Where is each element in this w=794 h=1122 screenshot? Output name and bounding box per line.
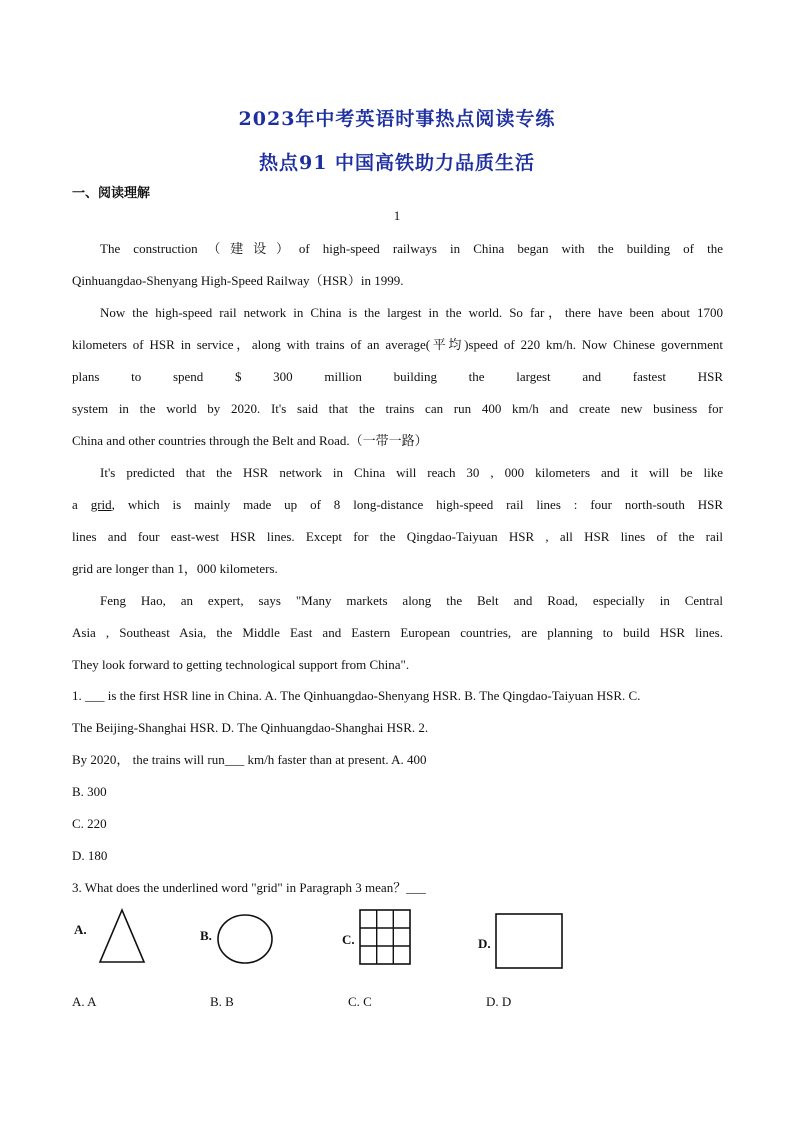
question-line: By 2020， the trains will run___ km/h faster than at present. A. 400	[72, 752, 427, 767]
grid-comma: ,	[111, 497, 115, 512]
question-line: 1. ___ is the first HSR line in China. A. The Qinhuangdao-Shenyang HSR. B. The Qingdao-Taiyuan HSR. C.	[72, 688, 641, 703]
figure-a	[74, 906, 154, 970]
figure-d-label: D.	[478, 936, 491, 951]
passage-line: The construction（建设）of high-speed railways in China began with the building of the	[100, 241, 723, 256]
figure-b	[200, 912, 280, 968]
answer-option-b: B. B	[210, 994, 234, 1009]
question-line: D. 180	[72, 848, 108, 863]
question-line: The Beijing-Shanghai HSR. D. The Qinhuangdao-Shanghai HSR. 2.	[72, 720, 429, 735]
passage-line: lines and four east-west HSR lines. Except for the Qingdao-Taiyuan HSR , all HSR lines of the rail	[72, 529, 723, 544]
figure-a-label: A.	[74, 922, 87, 937]
question-line: B. 300	[72, 784, 107, 799]
passage-line: Qinhuangdao-Shenyang High-Speed Railway（HSR）in 1999.	[72, 273, 404, 288]
passage-line: Feng Hao, an expert, says "Many markets along the Belt and Road, especially in Central	[100, 593, 723, 608]
grid-line-rest: which is mainly made up of 8 long-distance high-speed rail lines : four north-south HSR	[127, 497, 724, 512]
passage-line: plans to spend $ 300 million building the largest and fastest HSR	[72, 369, 723, 384]
figure-c-label: C.	[342, 932, 355, 947]
answer-option-c: C. C	[348, 994, 372, 1009]
grid-shape	[358, 908, 414, 968]
title-line-2: 热点91 中国高铁助力品质生活	[258, 152, 536, 174]
figure-b-label: B.	[200, 928, 212, 943]
triangle-shape	[96, 906, 148, 966]
figure-c	[342, 908, 422, 970]
answer-option-d: D. D	[486, 994, 512, 1009]
passage-line: Now the high-speed rail network in China is the largest in the world. So far，there have been about 1700	[100, 305, 723, 320]
passage-line-grid	[72, 497, 723, 513]
grid-word: grid	[90, 497, 112, 512]
passage-line: kilometers of HSR in service，along with trains of an average(平均)speed of 220 km/h. Now Chinese government	[72, 337, 723, 352]
passage-line: China and other countries through the Belt and Road.（一带一路）	[72, 433, 428, 448]
passage-line: Asia , Southeast Asia, the Middle East and Eastern European countries, are planning to build HSR lines.	[72, 625, 723, 640]
question-line: C. 220	[72, 816, 107, 831]
passage-number: 1	[393, 208, 401, 223]
line-prefix: a	[72, 497, 78, 512]
passage-line: system in the world by 2020. It's said that the trains can run 400 km/h and create new business for	[72, 401, 723, 416]
answer-option-a: A. A	[72, 994, 97, 1009]
title-line-1: 2023年中考英语时事热点阅读专练	[238, 108, 556, 130]
figure-d	[478, 912, 568, 972]
passage-line: grid are longer than 1，000 kilometers.	[72, 561, 278, 576]
passage-line: They look forward to getting technological support from China".	[72, 657, 410, 672]
question-line: 3. What does the underlined word "grid" in Paragraph 3 mean？___	[72, 880, 426, 895]
rectangle-shape	[494, 912, 566, 972]
passage-line: It's predicted that the HSR network in China will reach 30 , 000 kilometers and it will be like	[100, 465, 723, 480]
section-heading: 一、阅读理解	[72, 186, 151, 201]
ellipse-shape	[216, 912, 276, 968]
